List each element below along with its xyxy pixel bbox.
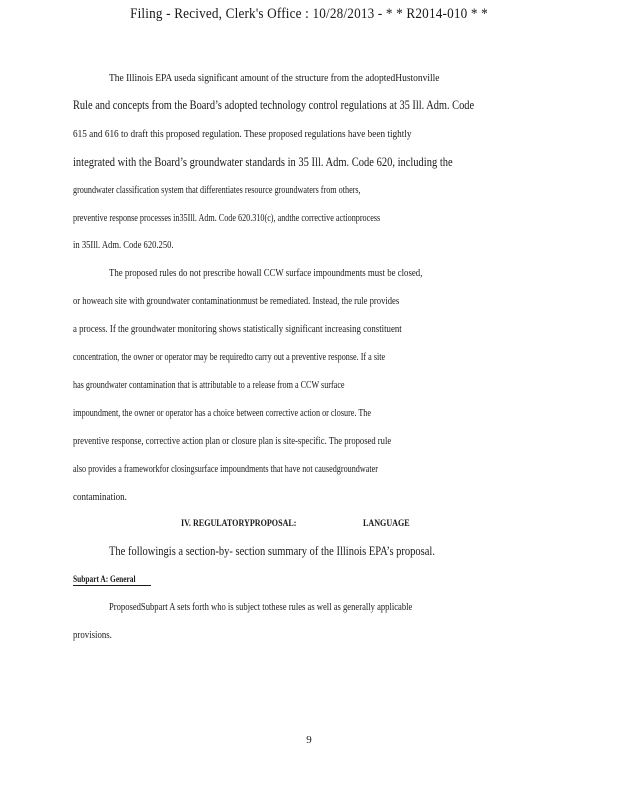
paragraph-1-line-6: preventive response processes in35Ill. Adm. Code 620.310(c), andthe corrective actionprocess: [73, 212, 381, 224]
paragraph-2-line-2: or howeach site with groundwater contaminationmust be remediated. Instead, the rule provides: [73, 295, 400, 307]
paragraph-1-line-5: groundwater classification system that differentiates resource groundwaters from others,: [73, 184, 361, 196]
paragraph-2-line-1: The proposed rules do not prescribe howall CCW surface impoundments must be closed,: [109, 267, 423, 279]
paragraph-2-line-9: contamination.: [73, 491, 127, 503]
paragraph-2-line-5: has groundwater contamination that is attributable to a release from a CCW surface: [73, 379, 345, 391]
paragraph-2-line-3: a process. If the groundwater monitoring shows statistically significant increasing constituent: [73, 323, 402, 335]
section-heading-left: IV. REGULATORYPROPOSAL:: [181, 519, 297, 529]
paragraph-3-line-1: The followingis a section-by- section summary of the Illinois EPA’s proposal.: [109, 544, 435, 558]
paragraph-2-line-6: impoundment, the owner or operator has a choice between corrective action or closure. The: [73, 407, 371, 419]
paragraph-1-line-1: The Illinois EPA useda significant amount of the structure from the adoptedHustonville: [109, 72, 440, 84]
paragraph-1-line-7: in 35Ill. Adm. Code 620.250.: [73, 239, 174, 251]
paragraph-1-line-2: Rule and concepts from the Board’s adopted technology control regulations at 35 Ill. Adm. Code: [73, 98, 475, 112]
section-heading-right: LANGUAGE: [363, 519, 410, 529]
paragraph-2-line-4: concentration, the owner or operator may be requiredto carry out a preventive response. If a site: [73, 351, 386, 363]
paragraph-4-line-2: provisions.: [73, 629, 112, 641]
page-number: 9: [306, 734, 312, 746]
subpart-a-heading: Subpart A: General: [73, 575, 151, 586]
paragraph-1-line-3: 615 and 616 to draft this proposed regulation. These proposed regulations have been tightly: [73, 128, 412, 140]
paragraph-2-line-8: also provides a frameworkfor closingsurface impoundments that have not causedgroundwater: [73, 463, 378, 475]
paragraph-1-line-4: integrated with the Board’s groundwater standards in 35 Ill. Adm. Code 620, including the: [73, 155, 453, 169]
filing-stamp-header: Filing - Recived, Clerk's Office : 10/28/2013 - * * R2014-010 * *: [130, 6, 488, 22]
paragraph-4-line-1: ProposedSubpart A sets forth who is subject tothese rules as well as generally applicable: [109, 601, 413, 613]
paragraph-2-line-7: preventive response, corrective action plan or closure plan is site-specific. The proposed rule: [73, 435, 392, 447]
